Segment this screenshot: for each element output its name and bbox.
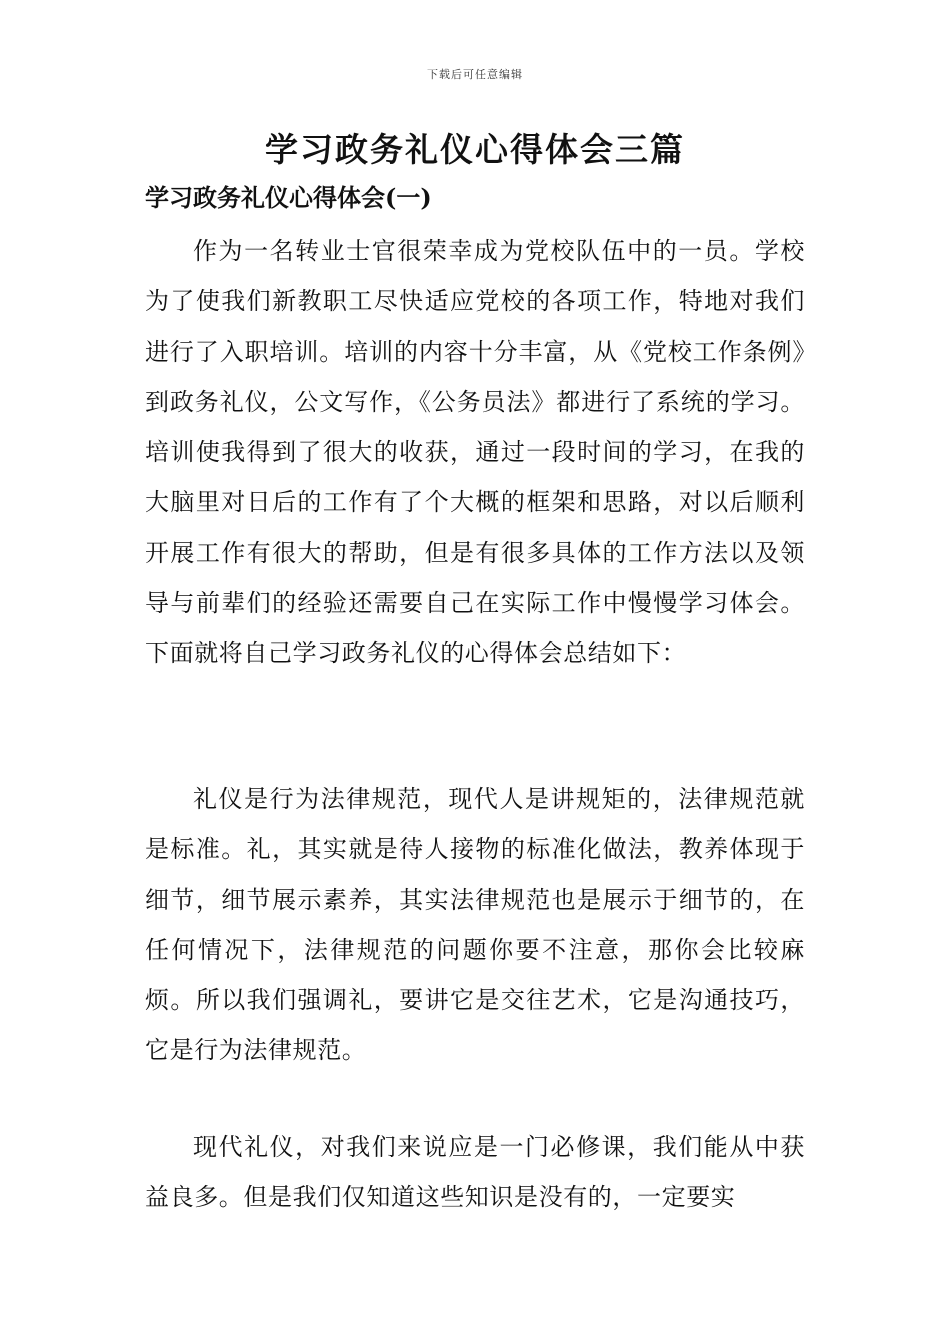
paragraph-3: 现代礼仪，对我们来说应是一门必修课，我们能从中获益良多。但是我们仅知道这些知识是没有的，一定要实 <box>145 1133 805 1212</box>
paragraph-2: 礼仪是行为法律规范，现代人是讲规矩的，法律规范就是标准。礼，其实就是待人接物的标准化做法，教养体现于细节，细节展示素养，其实法律规范也是展示于细节的，在任何情况下，法律规范的问题你要不注意，那你会比较麻烦。所以我们强调礼，要讲它是交往艺术，它是沟通技巧，它是行为法律规范。 <box>145 785 805 1065</box>
document-title: 学习政务礼仪心得体会三篇 <box>265 130 685 169</box>
paragraph-1: 作为一名转业士官很荣幸成为党校队伍中的一员。学校为了使我们新教职工尽快适应党校的各项工作，特地对我们进行了入职培训。培训的内容十分丰富，从《党校工作条例》到政务礼仪，公文写作，《公务员法》都进行了系统的学习。培训使我得到了很大的收获，通过一段时间的学习，在我的大脑里对日后的工作有了个大概的框架和思路，对以后顺利开展工作有很大的帮助，但是有很多具体的工作方法以及领导与前辈们的经验还需要自己在实际工作中慢慢学习体会。下面就将自己学习政务礼仪的心得体会总结如下： <box>145 237 805 668</box>
header-note: 下载后可任意编辑 <box>427 68 523 81</box>
section-title: 学习政务礼仪心得体会(一) <box>145 183 432 212</box>
